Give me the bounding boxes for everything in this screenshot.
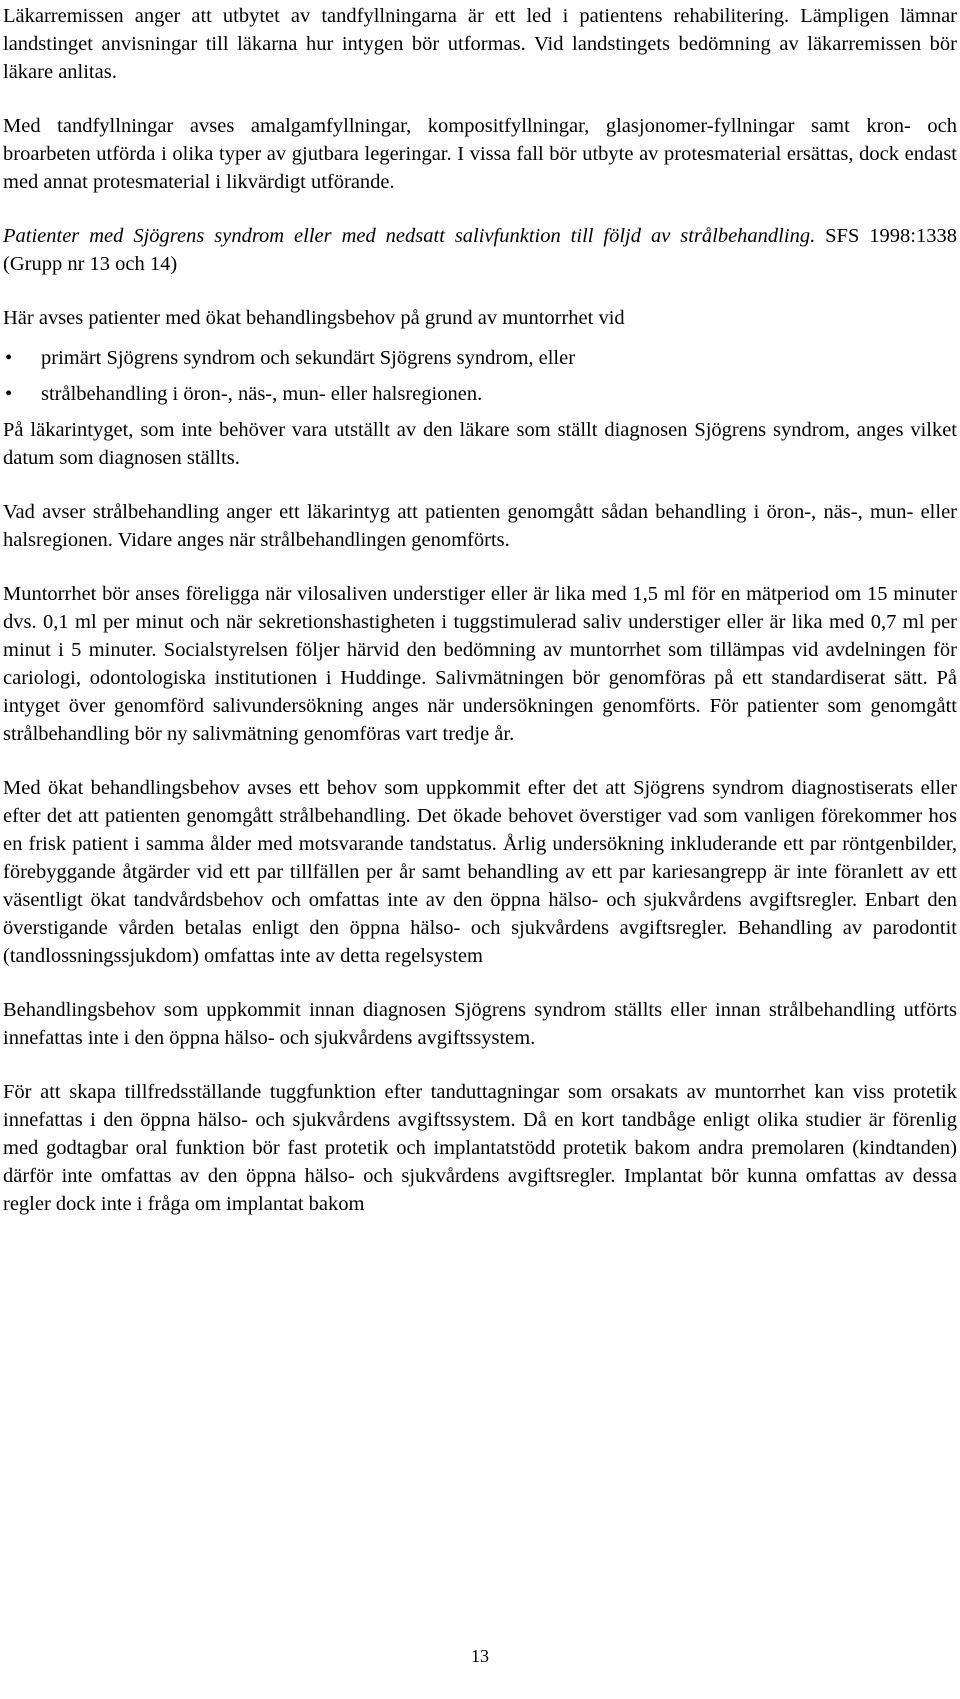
paragraph-muntorrhet-intro: Här avses patienter med ökat behandlingsbehov på grund av muntorrhet vid — [3, 307, 625, 329]
list-item-text: strålbehandling i öron-, näs-, mun- eller halsregionen. — [41, 383, 483, 405]
paragraph-lakarintyg: På läkarintyget, som inte behöver vara utställt av den läkare som ställt diagnosen Sjögrens syndrom, anges vilket datum som diagnosen ställts. — [3, 419, 957, 469]
paragraph-okat-behandlingsbehov: Med ökat behandlingsbehov avses ett behov som uppkommit efter det att Sjögrens syndrom diagnostiserats eller efter det att patienten genomgått strålbehandling. Det ökade behovet överstiger vad som vanligen förekommer hos en frisk patient i samma ålder med motsvarande tandstatus. Årlig undersökning inkluderande ett par röntgenbilder, förebyggande åtgärder vid ett par tillfällen per år samt behandling av ett par kariesangrepp är inte föranlett av ett väsentligt ökat tandvårdsbehov och omfattas inte av den öppna hälso- och sjukvårdens avgiftsregler. Enbart den överstigande vården betalas enligt den öppna hälso- och sjukvårdens avgiftsregler. Behandling av parodontit (tandlossningssjukdom) omfattas inte av detta regelsystem — [3, 777, 957, 967]
paragraph-behandlingsbehov-innan: Behandlingsbehov som uppkommit innan diagnosen Sjögrens syndrom ställts eller innan strålbehandling utförts innefattas inte i den öppna hälso- och sjukvårdens avgiftssystem. — [3, 999, 957, 1049]
bullet-icon: • — [5, 383, 13, 405]
paragraph-muntorrhet-definition: Muntorrhet bör anses föreligga när vilosaliven understiger eller är lika med 1,5 ml för en mätperiod om 15 minuter dvs. 0,1 ml per minut och när sekretionshastigheten i tuggstimulerad saliv understiger eller är lika med 0,7 ml per minut i 5 minuter. Socialstyrelsen följer härvid den bedömning av muntorrhet som tillämpas vid avdelningen för cariologi, odontologiska institutionen i Huddinge. Salivmätningen bör genomföras på ett standardiserat sätt. På intyget över genomförd salivundersökning anges när undersökningen genomförts. För patienter som genomgått strålbehandling bör ny salivmätning genomföras vart tredje år. — [3, 583, 957, 745]
paragraph-protetik: För att skapa tillfredsställande tuggfunktion efter tanduttagningar som orsakats av muntorrhet kan viss protetik innefattas i den öppna hälso- och sjukvårdens avgiftssystem. Då en kort tandbåge enligt olika studier är förenlig med godtagbar oral funktion bör fast protetik och implantatstödd protetik bakom andra premolaren (kindtanden) därför inte omfattas av den öppna hälso- och sjukvårdens avgiftsregler. Implantat bör kunna omfattas av dessa regler dock inte i fråga om implantat bakom — [3, 1081, 957, 1215]
section-heading-title: Patienter med Sjögrens syndrom eller med nedsatt salivfunktion till följd av strålbehandling. — [3, 225, 816, 247]
paragraph-tandfyllningar: Med tandfyllningar avses amalgamfyllningar, kompositfyllningar, glasjonomer-fyllningar samt kron- och broarbeten utförda i olika typer av gjutbara legeringar. I vissa fall bör utbyte av protesmaterial ersättas, dock endast med annat protesmaterial i likvärdigt utförande. — [3, 115, 957, 193]
bullet-icon: • — [5, 347, 13, 369]
section-heading — [3, 222, 957, 278]
paragraph-lakarremiss: Läkarremissen anger att utbytet av tandfyllningarna är ett led i patientens rehabilitering. Lämpligen lämnar landstinget anvisningar till läkarna hur intygen bör utformas. Vid landstingets bedömning av läkarremissen bör läkare anlitas. — [3, 5, 957, 83]
section-heading-reference: SFS 1998:1338 (Grupp nr 13 och 14) — [3, 225, 957, 275]
bullet-list — [3, 344, 957, 408]
paragraph-stralbehandling: Vad avser strålbehandling anger ett läkarintyg att patienten genomgått sådan behandling i öron-, näs-, mun- eller halsregionen. Vidare anges när strålbehandlingen genomförts. — [3, 501, 957, 551]
list-item — [3, 344, 957, 372]
page-number: 13 — [471, 1646, 489, 1666]
list-item — [3, 380, 957, 408]
list-item-text: primärt Sjögrens syndrom och sekundärt Sjögrens syndrom, eller — [41, 347, 576, 369]
